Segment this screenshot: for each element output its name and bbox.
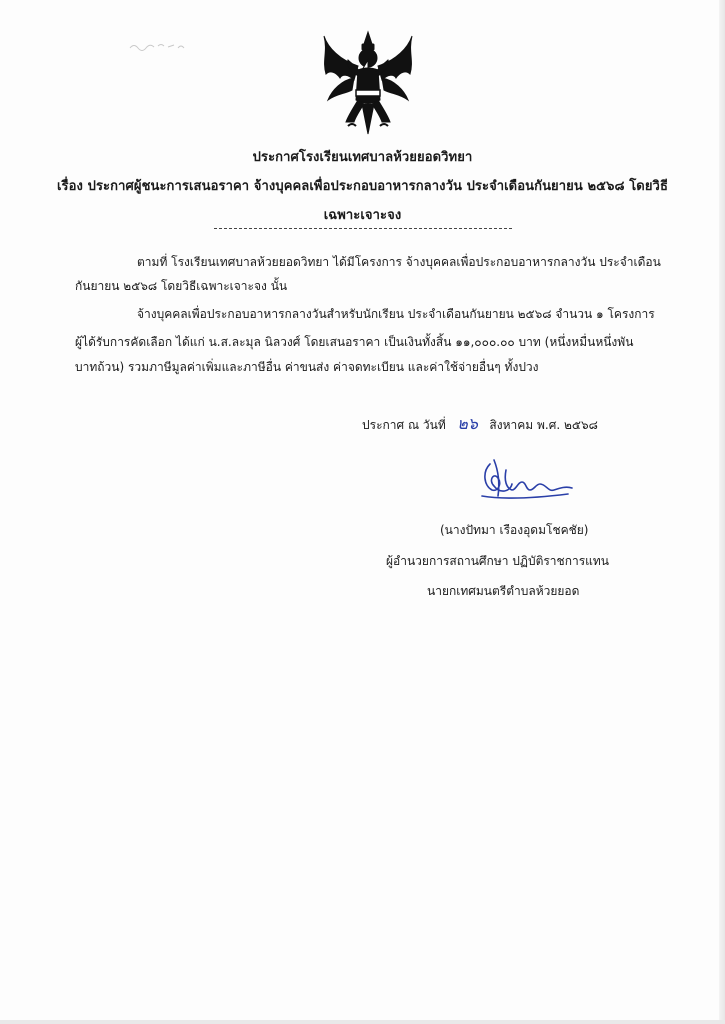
date-month-year: สิงหาคม พ.ศ. ๒๕๖๘ [489, 418, 598, 432]
signatory-position-2: นายกเทศมนตรีตำบลห้วยยอด [427, 584, 580, 598]
paragraph-2-line-3: บาทถ้วน) รวมภาษีมูลค่าเพิ่มและภาษีอื่น ค่าขนส่ง ค่าจดทะเบียน และค่าใช้จ่ายอื่นๆ ทั้งปวง [75, 360, 539, 374]
signatory-name: (นางปัทมา เรืองอุดมโชคชัย) [440, 523, 589, 537]
paragraph-1-line-1: ตามที่ โรงเรียนเทศบาลห้วยยอดวิทยา ได้มีโครงการ จ้างบุคคลเพื่อประกอบอาหารกลางวัน ประจำเดือน [137, 255, 661, 269]
announcement-title: ประกาศโรงเรียนเทศบาลห้วยยอดวิทยา [252, 150, 473, 165]
garuda-emblem-icon [318, 30, 418, 138]
date-prefix: ประกาศ ณ วันที่ [362, 418, 446, 432]
signatory-position-1: ผู้อำนวยการสถานศึกษา ปฏิบัติราชการแทน [386, 554, 609, 568]
scan-bottom-edge [0, 1020, 725, 1024]
date-day-handwritten: ๒๖ [457, 414, 478, 433]
paragraph-1-line-2: กันยายน ๒๕๖๘ โดยวิธีเฉพาะเจาะจง นั้น [75, 279, 288, 293]
subject-line-2: เฉพาะเจาะจง [323, 208, 402, 223]
announcement-date [362, 412, 598, 437]
paragraph-2-line-2: ผู้ได้รับการคัดเลือก ได้แก่ น.ส.ละมุล นิลวงศ์ โดยเสนอราคา เป็นเงินทั้งสิ้น ๑๑,๐๐๐.๐๐ บาท (หนึ่งหมื่นหนึ่งพัน [75, 335, 634, 349]
paragraph-2-line-1: จ้างบุคคลเพื่อประกอบอาหารกลางวันสำหรับนักเรียน ประจำเดือนกันยายน ๒๕๖๘ จำนวน ๑ โครงการ [137, 307, 655, 321]
dashed-divider [214, 228, 512, 229]
subject-line-1: เรื่อง ประกาศผู้ชนะการเสนอราคา จ้างบุคคลเพื่อประกอบอาหารกลางวัน ประจำเดือนกันยายน ๒๕๖๘ โดยวิธี [57, 179, 668, 194]
handwritten-signature-icon [476, 456, 576, 506]
faint-stamp-mark [128, 40, 188, 52]
